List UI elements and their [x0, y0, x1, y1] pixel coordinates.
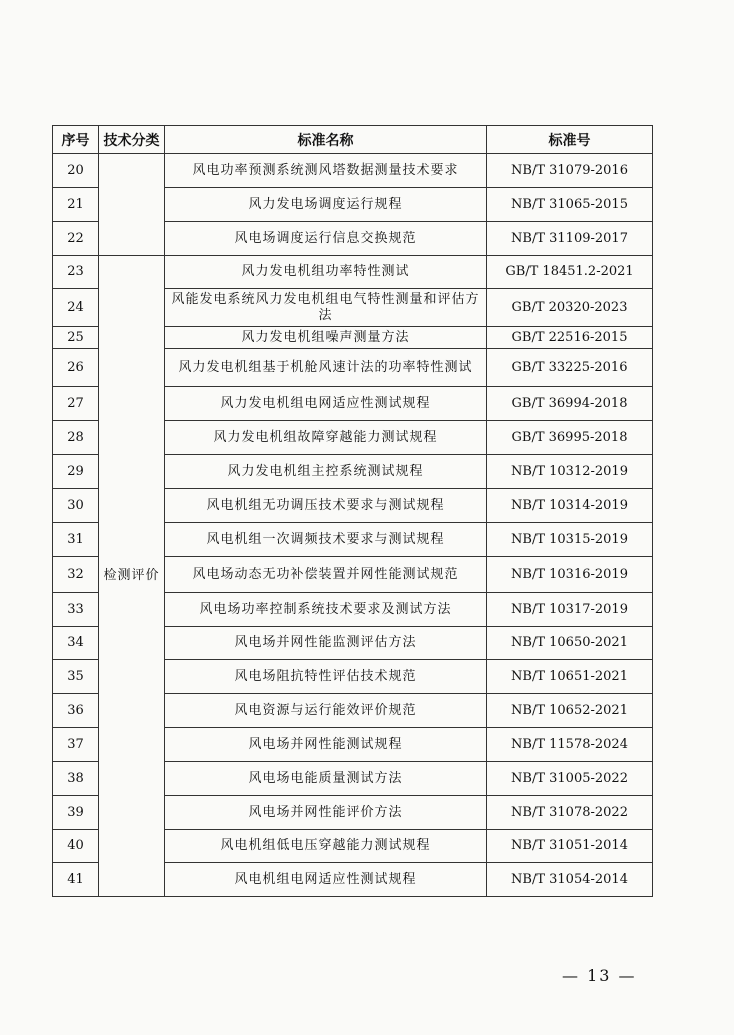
standard-name: 风能发电系统风力发电机组电气特性测量和评估方法 [165, 289, 487, 327]
row-number: 26 [53, 349, 99, 387]
header-code: 标准号 [487, 126, 653, 154]
standard-code: GB/T 33225-2016 [487, 349, 653, 387]
standard-code: GB/T 22516-2015 [487, 327, 653, 349]
row-number: 29 [53, 455, 99, 489]
standard-code: NB/T 10651-2021 [487, 660, 653, 694]
standard-name: 风力发电机组基于机舱风速计法的功率特性测试 [165, 349, 487, 387]
standard-name: 风力发电场调度运行规程 [165, 188, 487, 222]
standard-name: 风力发电机组故障穿越能力测试规程 [165, 421, 487, 455]
standard-name: 风电机组低电压穿越能力测试规程 [165, 830, 487, 863]
standard-name: 风力发电机组电网适应性测试规程 [165, 387, 487, 421]
standard-code: NB/T 10316-2019 [487, 557, 653, 593]
standard-name: 风力发电机组功率特性测试 [165, 256, 487, 289]
standard-code: NB/T 10652-2021 [487, 694, 653, 728]
row-number: 33 [53, 593, 99, 627]
row-number: 39 [53, 796, 99, 830]
page-number: — 13 — [562, 966, 637, 985]
standard-name: 风电场并网性能测试规程 [165, 728, 487, 762]
standard-code: NB/T 31109-2017 [487, 222, 653, 256]
row-number: 22 [53, 222, 99, 256]
standard-code: NB/T 11578-2024 [487, 728, 653, 762]
standard-code: GB/T 20320-2023 [487, 289, 653, 327]
header-category: 技术分类 [99, 126, 165, 154]
standard-name: 风电场动态无功补偿装置并网性能测试规范 [165, 557, 487, 593]
standard-code: NB/T 31054-2014 [487, 863, 653, 897]
row-number: 21 [53, 188, 99, 222]
standard-code: NB/T 31079-2016 [487, 154, 653, 188]
standard-name: 风电机组电网适应性测试规程 [165, 863, 487, 897]
row-number: 30 [53, 489, 99, 523]
standard-code: NB/T 10314-2019 [487, 489, 653, 523]
standard-code: NB/T 31051-2014 [487, 830, 653, 863]
row-number: 35 [53, 660, 99, 694]
standard-code: NB/T 10317-2019 [487, 593, 653, 627]
row-number: 27 [53, 387, 99, 421]
row-number: 23 [53, 256, 99, 289]
standard-name: 风电机组无功调压技术要求与测试规程 [165, 489, 487, 523]
standard-name: 风电场并网性能监测评估方法 [165, 627, 487, 660]
category-cell-testing: 检测评价 [99, 256, 165, 897]
table-header-row [53, 126, 653, 154]
row-number: 38 [53, 762, 99, 796]
standards-table [52, 125, 653, 897]
row-number: 31 [53, 523, 99, 557]
table-body [53, 154, 653, 897]
row-number: 40 [53, 830, 99, 863]
standard-code: NB/T 10650-2021 [487, 627, 653, 660]
standard-code: NB/T 31078-2022 [487, 796, 653, 830]
row-number: 25 [53, 327, 99, 349]
category-cell-blank [99, 154, 165, 256]
standard-name: 风电场功率控制系统技术要求及测试方法 [165, 593, 487, 627]
standard-name: 风电场阻抗特性评估技术规范 [165, 660, 487, 694]
row-number: 32 [53, 557, 99, 593]
header-name: 标准名称 [165, 126, 487, 154]
row-number: 41 [53, 863, 99, 897]
standard-name: 风电场调度运行信息交换规范 [165, 222, 487, 256]
row-number: 24 [53, 289, 99, 327]
standard-code: NB/T 10315-2019 [487, 523, 653, 557]
standard-name: 风电资源与运行能效评价规范 [165, 694, 487, 728]
standard-code: NB/T 10312-2019 [487, 455, 653, 489]
standard-code: GB/T 18451.2-2021 [487, 256, 653, 289]
standard-code: GB/T 36994-2018 [487, 387, 653, 421]
standard-name: 风力发电机组噪声测量方法 [165, 327, 487, 349]
standard-name: 风电场并网性能评价方法 [165, 796, 487, 830]
row-number: 34 [53, 627, 99, 660]
standard-code: GB/T 36995-2018 [487, 421, 653, 455]
standard-name: 风力发电机组主控系统测试规程 [165, 455, 487, 489]
table-row [53, 256, 653, 289]
standard-name: 风电机组一次调频技术要求与测试规程 [165, 523, 487, 557]
table-row [53, 154, 653, 188]
header-no: 序号 [53, 126, 99, 154]
standard-code: NB/T 31005-2022 [487, 762, 653, 796]
row-number: 28 [53, 421, 99, 455]
standard-name: 风电场电能质量测试方法 [165, 762, 487, 796]
row-number: 20 [53, 154, 99, 188]
row-number: 36 [53, 694, 99, 728]
row-number: 37 [53, 728, 99, 762]
standard-name: 风电功率预测系统测风塔数据测量技术要求 [165, 154, 487, 188]
standard-code: NB/T 31065-2015 [487, 188, 653, 222]
